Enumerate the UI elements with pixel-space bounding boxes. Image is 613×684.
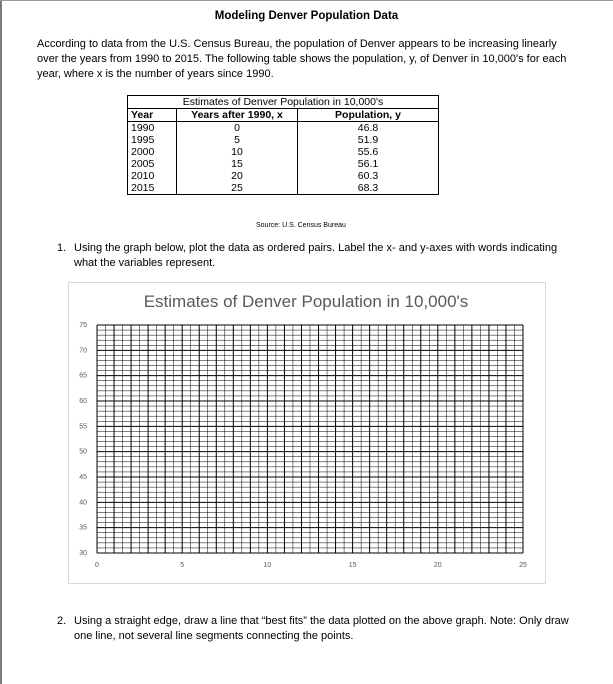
y-tick-label: 60 — [79, 398, 87, 405]
chart-title: Estimates of Denver Population in 10,000's — [143, 292, 469, 311]
y-tick-label: 45 — [79, 474, 87, 481]
table-source-note: Source: U.S. Census Bureau — [256, 222, 346, 229]
question-1-text: Using the graph below, plot the data as ordered pairs. Label the x- and y-axes with words indicating what the variables represent. — [74, 242, 558, 269]
cell-x: 25 — [177, 182, 298, 195]
question-2-text: Using a straight edge, draw a line that “best fits” the data plotted on the above graph. Note: Only draw one line, not several line segments connecting the points. — [74, 615, 569, 642]
cell-population: 46.8 — [298, 122, 439, 135]
y-tick-label: 75 — [79, 322, 87, 329]
cell-population: 68.3 — [298, 182, 439, 195]
cell-year: 2000 — [128, 146, 177, 158]
cell-year: 2005 — [128, 158, 177, 170]
cell-population: 56.1 — [298, 158, 439, 170]
x-tick-label: 5 — [180, 562, 185, 569]
header-population: Population, y — [298, 109, 439, 122]
cell-population: 51.9 — [298, 134, 439, 146]
y-tick-label: 50 — [79, 448, 87, 456]
y-tick-label: 70 — [79, 347, 87, 355]
y-tick-label: 35 — [79, 524, 87, 532]
question-2-number: 2. — [57, 615, 67, 627]
x-tick-label: 20 — [433, 562, 442, 569]
cell-year: 1990 — [128, 122, 177, 135]
cell-year: 1995 — [128, 134, 177, 146]
cell-x: 15 — [177, 158, 298, 170]
x-tick-label: 25 — [519, 562, 527, 569]
cell-x: 0 — [177, 122, 298, 135]
cell-x: 5 — [177, 134, 298, 146]
intro-paragraph: According to data from the U.S. Census Bureau, the population of Denver appears to be increasing linearly over the years from 1990 to 2015. The following table shows the population, y, of Denver in 10,000's for each year, where x is the number of years since 1990. — [37, 38, 567, 80]
y-tick-label: 40 — [79, 499, 87, 507]
cell-x: 20 — [177, 170, 298, 182]
cell-year: 2010 — [128, 170, 177, 182]
cell-year: 2015 — [128, 182, 177, 195]
header-years-after: Years after 1990, x — [177, 109, 298, 122]
y-tick-label: 55 — [79, 423, 87, 431]
x-tick-label: 10 — [263, 562, 272, 569]
page-title: Modeling Denver Population Data — [214, 10, 399, 22]
cell-population: 55.6 — [298, 146, 439, 158]
question-1-number: 1. — [57, 242, 67, 254]
question-2 — [57, 614, 577, 644]
x-tick-label: 0 — [95, 562, 99, 569]
y-tick-label: 65 — [79, 372, 87, 380]
header-year: Year — [128, 109, 177, 122]
y-tick-label: 30 — [79, 550, 87, 557]
cell-x: 10 — [177, 146, 298, 158]
cell-population: 60.3 — [298, 170, 439, 182]
table-caption: Estimates of Denver Population in 10,000's — [128, 96, 439, 109]
x-tick-label: 15 — [348, 562, 357, 569]
